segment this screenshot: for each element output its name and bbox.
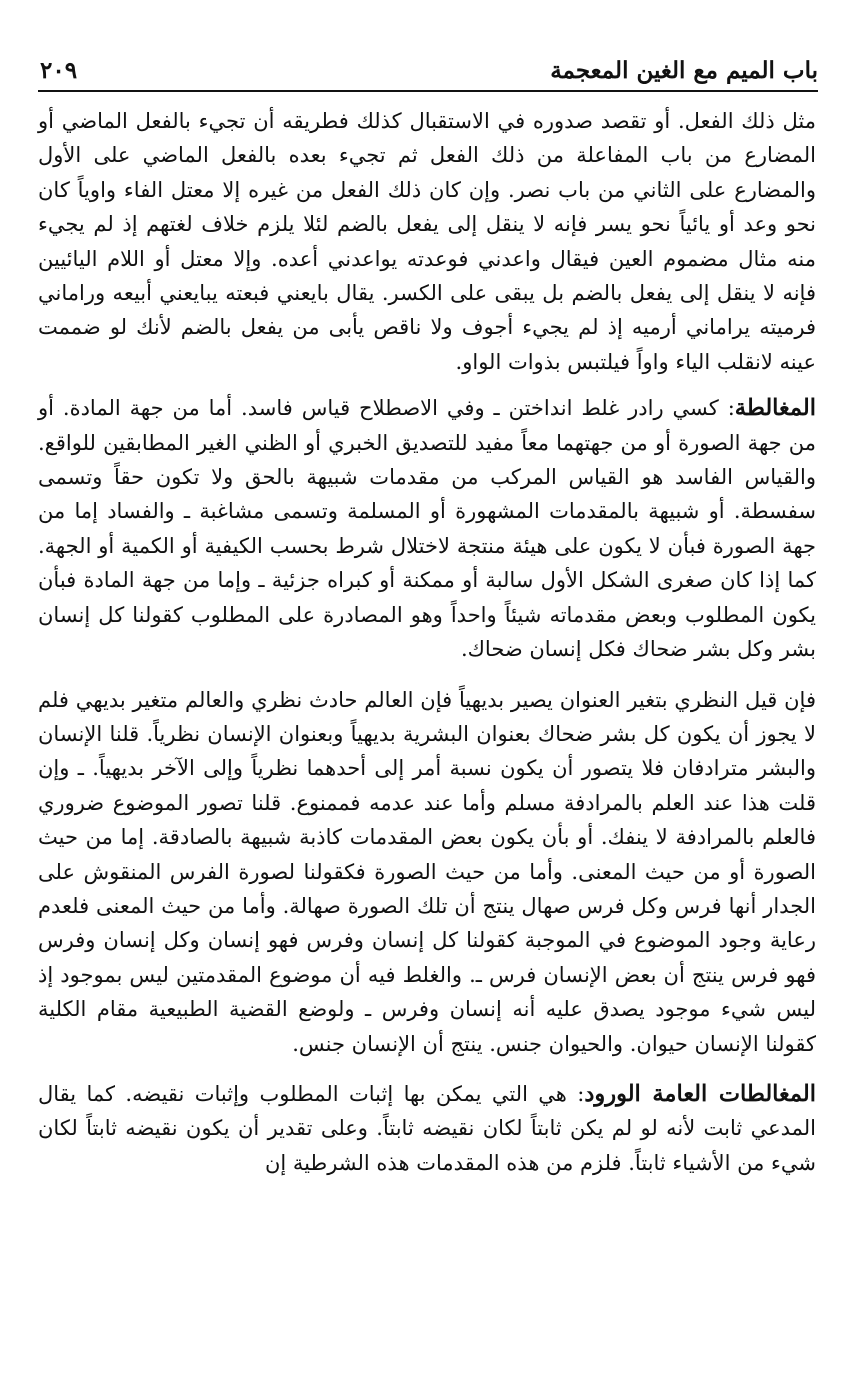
running-title: باب الميم مع الغين المعجمة	[550, 57, 818, 84]
header-rule	[38, 90, 818, 92]
paragraph-verb-conjugation	[38, 104, 816, 379]
entry-definition: : هي التي يمكن بها إثبات المطلوب وإثبات نقيضه. كما يقال المدعي ثابت لأنه لو لم يكن ثابتاً لكان نقيضه ثابتاً. وعلى تقدير أن يكون نقيضه ثابتاً لكان شيء من الأشياء ثابتاً. فلزم من هذه المقدمات هذه الشرطية إن	[38, 1081, 816, 1175]
entry-term: المغالطات العامة الورود	[584, 1080, 816, 1107]
page-header	[40, 44, 818, 84]
paragraph-objection	[38, 683, 816, 1061]
entry-definition: : كسي رادر غلط انداختن ـ وفي الاصطلاح قياس فاسد. أما من جهة المادة. أو من جهة الصورة أو من جهتهما معاً مفيد للتصديق الخبري أو الظني الغير المطابقين للواقع. والقياس الفاسد هو القياس المركب من مقدمات شبيهة بالحق ولا تكون حقاً وتسمى سفسطة. أو شبيهة بالمقدمات المشهورة أو المسلمة وتسمى مشاغبة ـ والفساد إما من جهة الصورة فبأن لا يكون على هيئة منتجة لاختلال شرط بحسب الكيفية أو الكمية أو الجهة. كما إذا كان صغرى الشكل الأول سالبة أو ممكنة أو كبراه جزئية ـ وإما من جهة المادة فبأن يكون المطلوب وبعض مقدماته شيئاً واحداً وهو المصادرة على المطلوب كقولنا كل إنسان بشر وكل بشر ضحاك فكل إنسان ضحاك.	[38, 396, 816, 662]
entry-mughalata	[38, 391, 816, 666]
paragraph-text: مثل ذلك الفعل. أو تقصد صدوره في الاستقبال كذلك فطريقه أن تجيء بالفعل الماضي أو المضارع من باب المفاعلة من ذلك الفعل ثم تجيء بعده بالفعل الماضي على الأول والمضارع على الثاني من باب نصر. وإن كان ذلك الفعل من غيره إلا معتل الفاء واوياً كان نحو وعد أو يائياً نحو يسر فإنه لا ينقل إلى يفعل بالضم لئلا يلزم خلاف لغتهم إذ لم يجيء منه مثال مضموم العين فيقال واعدني فوعدته يواعدني أعده. وإلا معتل أو اللام اليائيين فإنه لا ينقل إلى يفعل بالضم بل يبقى على الكسر. يقال بايعني فبعته يبايعني أبيعه وراماني فرميته يراماني أرميه إذ لم يجيء أجوف ولا ناقص يأبى من يفعل بالضم لأنك لو ضممت عينه لانقلب الياء واواً فيلتبس بذوات الواو.	[38, 109, 816, 374]
body-text	[38, 104, 816, 1180]
paragraph-text: فإن قيل النظري بتغير العنوان يصير بديهياً فإن العالم حادث نظري والعالم متغير بديهي فلم لا يجوز أن يكون كل بشر ضحاك بعنوان البشرية بديهياً وبعنوان الإنسان نظرياً. قلنا الإنسان والبشر مترادفان فلا يتصور أن يكون نسبة أمر إلى أحدهما نظرياً وإلى الآخر بديهياً. ـ وإن قلت هذا عند العلم بالمرادفة مسلم وأما عند عدمه فممنوع. قلنا تصور الموضوع ضروري فالعلم بالمرادفة لا ينفك. أو بأن يكون بعض المقدمات كاذبة شبيهة بالصادقة. إما من حيث الصورة أو من حيث المعنى. وأما من حيث الصورة فكقولنا لصورة الفرس المنقوش على الجدار أنها فرس وكل فرس صهال ينتج أن تلك الصورة صهالة. وأما من حيث المعنى فلعدم رعاية وجود الموضوع في الموجبة كقولنا كل إنسان وفرس فهو إنسان وكل إنسان وفرس فهو فرس ينتج أن بعض الإنسان فرس ـ. والغلط فيه أن موضوع المقدمتين ليس بموجود إذ ليس شيء موجود يصدق عليه أنه إنسان وفرس ـ ولوضع القضية الطبيعية مقام الكلية كقولنا الإنسان حيوان. والحيوان جنس. ينتج أن الإنسان جنس.	[38, 687, 816, 1056]
entry-term: المغالطة	[734, 395, 816, 422]
entry-general-fallacies	[38, 1077, 816, 1180]
page-number: ٢٠٩	[40, 57, 78, 84]
